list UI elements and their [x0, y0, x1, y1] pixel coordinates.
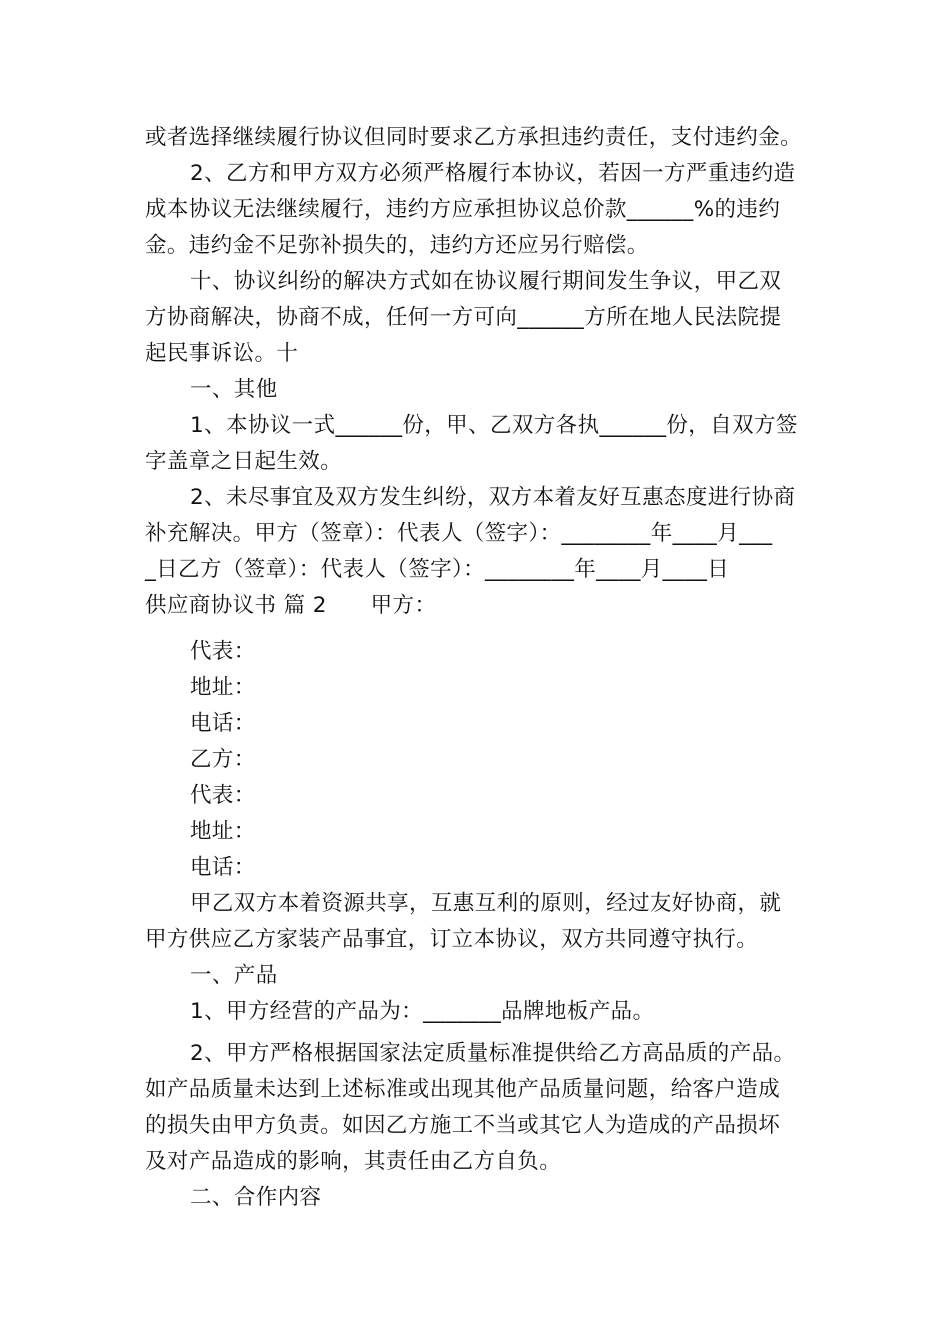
paragraph-line: 或者选择继续履行协议但同时要求乙方承担违约责任，支付违约金。 — [145, 125, 803, 150]
paragraph-line: 1、甲方经营的产品为：_______品牌地板产品。 — [190, 999, 655, 1024]
party-field: 地址： — [190, 819, 256, 844]
party-field: 乙方： — [190, 747, 256, 772]
paragraph-line: _日乙方（签章）：代表人（签字）：________年____月____日 — [145, 557, 730, 582]
party-field: 代表： — [190, 639, 256, 664]
section-heading: 一、产品 — [190, 963, 278, 988]
paragraph-line: 起民事诉讼。十 — [145, 341, 299, 366]
paragraph-line: 甲乙双方本着资源共享，互惠互利的原则，经过友好协商，就 — [190, 891, 782, 916]
party-field: 地址： — [190, 675, 256, 700]
party-field: 电话： — [190, 711, 256, 736]
paragraph-line: 的损失由甲方负责。如因乙方施工不当或其它人为造成的产品损坏 — [145, 1113, 781, 1138]
paragraph-line: 甲方供应乙方家装产品事宜，订立本协议，双方共同遵守执行。 — [145, 927, 759, 952]
paragraph-line: 2、甲方严格根据国家法定质量标准提供给乙方高品质的产品。 — [190, 1041, 796, 1066]
paragraph-line: 1、本协议一式______份，甲、乙双方各执______份，自双方签 — [190, 413, 798, 438]
paragraph-line: 金。违约金不足弥补损失的，违约方还应另行赔偿。 — [145, 233, 649, 258]
paragraph-line: 字盖章之日起生效。 — [145, 449, 343, 474]
paragraph-line: 及对产品造成的影响，其责任由乙方自负。 — [145, 1149, 562, 1174]
paragraph-line: 2、未尽事宜及双方发生纠纷，双方本着友好互惠态度进行协商 — [190, 485, 796, 510]
paragraph-line: 补充解决。甲方（签章）：代表人（签字）：________年____月___ — [145, 521, 773, 546]
paragraph-line: 十、协议纠纷的解决方式如在协议履行期间发生争议，甲乙双 — [190, 269, 782, 294]
section-heading: 一、其他 — [190, 377, 278, 402]
document-title: 供应商协议书 篇 2 甲方： — [145, 593, 437, 618]
paragraph-line: 成本协议无法继续履行，违约方应承担协议总价款______%的违约 — [145, 197, 781, 222]
section-heading: 二、合作内容 — [190, 1185, 322, 1210]
party-field: 电话： — [190, 855, 256, 880]
paragraph-line: 如产品质量未达到上述标准或出现其他产品质量问题，给客户造成 — [145, 1077, 781, 1102]
paragraph-line: 方协商解决，协商不成，任何一方可向______方所在地人民法院提 — [145, 305, 782, 330]
paragraph-line: 2、乙方和甲方双方必须严格履行本协议，若因一方严重违约造 — [190, 161, 796, 186]
party-field: 代表： — [190, 783, 256, 808]
